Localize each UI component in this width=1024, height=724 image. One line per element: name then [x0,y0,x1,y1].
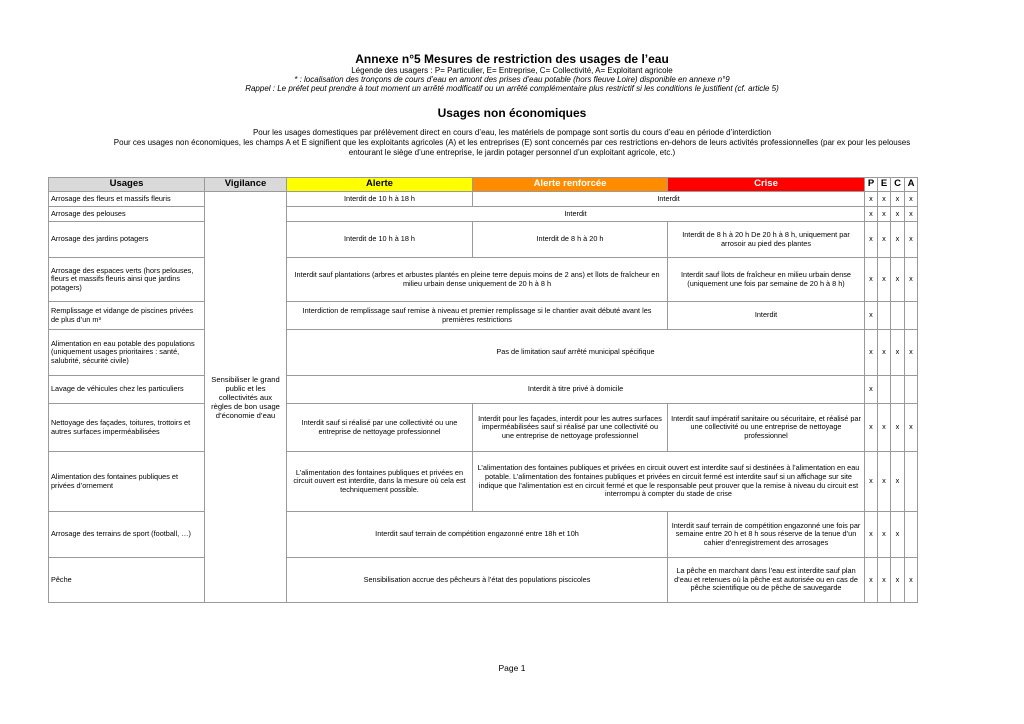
header-c: C [891,178,905,192]
crise-cell: Interdit de 8 h à 20 h De 20 h à 8 h, uniquement par arrosoir au pied des plantes [668,222,865,258]
alerte-renforcee-cell: Interdit sauf plantations (arbres et arbustes plantés en pleine terre depuis moins de 2 ans) et îlots de fraîcheur en milieu urbain dense uniquement de 20 h à 8 h [287,258,668,302]
c-cell: x [891,222,905,258]
p-cell: x [865,452,878,512]
e-cell: x [878,258,891,302]
usage-cell: Remplissage et vidange de piscines privées de plus d’un m³ [49,302,205,330]
c-cell: x [891,192,905,207]
e-cell: x [878,512,891,558]
c-cell: x [891,404,905,452]
table-row [49,512,918,558]
vigilance-cell: Sensibiliser le grand public et les collectivités aux règles de bon usage d’économie d’eau [205,192,287,603]
e-cell [878,302,891,330]
table-row [49,558,918,603]
header-p: P [865,178,878,192]
p-cell: x [865,258,878,302]
a-cell [905,302,918,330]
p-cell: x [865,512,878,558]
intro-text [0,128,1024,158]
all-levels-cell: Pas de limitation sauf arrêté municipal spécifique [287,330,865,376]
renforcee-crise-cell: Interdit [473,192,865,207]
p-cell: x [865,192,878,207]
usage-cell: Alimentation en eau potable des populations (uniquement usages prioritaires : santé, salubrité, sécurité civile) [49,330,205,376]
alerte-cell: Interdit de 10 h à 18 h [287,222,473,258]
crise-cell: Interdit [668,302,865,330]
table-row [49,258,918,302]
alerte-cell: Interdit sauf si réalisé par une collectivité ou une entreprise de nettoyage professionnel [287,404,473,452]
p-cell: x [865,404,878,452]
usage-cell: Arrosage des jardins potagers [49,222,205,258]
alerte-cell: Interdit de 10 h à 18 h [287,192,473,207]
table-row [49,302,918,330]
renforcee-cell: Interdit de 8 h à 20 h [473,222,668,258]
table-header-row [49,178,918,192]
p-cell: x [865,376,878,404]
crise-cell: Interdit sauf impératif sanitaire ou sécuritaire, et réalisé par une collectivité ou une entreprise de nettoyage professionnel [668,404,865,452]
header-e: E [878,178,891,192]
header-crise: Crise [668,178,865,192]
a-cell: x [905,558,918,603]
header-a: A [905,178,918,192]
renforcee-crise-cell: L’alimentation des fontaines publiques et privées en circuit ouvert est interdite sauf si destinées à l’alimentation en eau potable. L’alimentation des fontaines publiques et privées en circuit fermé est interdite sauf si un affichage sur site indique que l’alimentation est en circuit fermé et que le responsable peut prouver que la remise à niveau du circuit est interrompu à compter du stade de crise [473,452,865,512]
p-cell: x [865,302,878,330]
table-row [49,376,918,404]
usage-cell: Alimentation des fontaines publiques et privées d’ornement [49,452,205,512]
a-cell: x [905,258,918,302]
crise-cell: Interdit sauf terrain de compétition engazonné une fois par semaine entre 20 h et 8 h sous réserve de la tenue d’un cahier d’enregistrement des arrosages [668,512,865,558]
e-cell: x [878,558,891,603]
header-usages: Usages [49,178,205,192]
all-levels-cell: Interdit [287,207,865,222]
e-cell: x [878,330,891,376]
e-cell: x [878,404,891,452]
c-cell: x [891,452,905,512]
header-vigilance: Vigilance [205,178,287,192]
header-alerte: Alerte [287,178,473,192]
c-cell: x [891,330,905,376]
usage-cell: Arrosage des fleurs et massifs fleuris [49,192,205,207]
c-cell: x [891,207,905,222]
a-cell: x [905,404,918,452]
c-cell: x [891,512,905,558]
crise-cell: La pêche en marchant dans l’eau est interdite sauf plan d’eau et retenues où la pêche est autorisée ou en cas de pêche scientifique ou de pêche de sauvegarde [668,558,865,603]
e-cell: x [878,452,891,512]
crise-cell: Interdit sauf îlots de fraîcheur en milieu urbain dense (uniquement une fois par semaine de 20 h à 8 h) [668,258,865,302]
usage-cell: Nettoyage des façades, toitures, trottoirs et autres surfaces imperméabilisées [49,404,205,452]
page-number: Page 1 [498,663,526,673]
restrictions-table [48,177,918,603]
alerte-renforcee-cell: Interdiction de remplissage sauf remise à niveau et premier remplissage si le chantier avait débuté avant les premières restrictions [287,302,668,330]
a-cell [905,512,918,558]
c-cell: x [891,258,905,302]
all-levels-cell: Interdit à titre privé à domicile [287,376,865,404]
usage-cell: Lavage de véhicules chez les particuliers [49,376,205,404]
a-cell [905,452,918,512]
intro-line-3: entourant le siège d’une entreprise, le jardin potager personnel d’un exploitant agricole, etc.) [348,148,676,157]
usage-cell: Arrosage des pelouses [49,207,205,222]
intro-line-1: Pour les usages domestiques par prélèvement direct en cours d’eau, les matériels de pompage sont sortis du cours d’eau en période d’interdiction [252,128,772,137]
alerte-renforcee-cell: Sensibilisation accrue des pêcheurs à l’état des populations piscicoles [287,558,668,603]
e-cell: x [878,192,891,207]
table-row [49,452,918,512]
p-cell: x [865,558,878,603]
alerte-cell: L’alimentation des fontaines publiques et privées en circuit ouvert est interdite, dans la mesure où cela est techniquement possible. [287,452,473,512]
p-cell: x [865,207,878,222]
table-row [49,222,918,258]
renforcee-cell: Interdit pour les façades, interdit pour les autres surfaces imperméabilisées sauf si réalisé par une collectivité ou une entreprise de nettoyage professionnel [473,404,668,452]
c-cell: x [891,558,905,603]
c-cell [891,376,905,404]
table-row [49,192,918,207]
c-cell [891,302,905,330]
users-legend: Légende des usagers : P= Particulier, E= Entreprise, C= Collectivité, A= Exploitant agricole [351,66,673,75]
document-title: Annexe n°5 Mesures de restriction des usages de l’eau [355,52,669,66]
section-title: Usages non économiques [437,106,587,120]
prefect-reminder: Rappel : Le préfet peut prendre à tout moment un arrêté modificatif ou un arrêté complémentaire plus restrictif si les conditions le justifient (cf. article 5) [245,84,779,93]
usage-cell: Arrosage des terrains de sport (football, …) [49,512,205,558]
a-cell: x [905,207,918,222]
table-row [49,207,918,222]
table-row [49,330,918,376]
intro-line-2: Pour ces usages non économiques, les champs A et E signifient que les exploitants agricoles (A) et les entreprises (E) sont concernés par ces restrictions en-dehors de leurs activités professionnelles (par ex pour les pelouses [113,138,911,147]
p-cell: x [865,330,878,376]
usage-cell: Arrosage des espaces verts (hors pelouses, fleurs et massifs fleuris ainsi que jardins potagers) [49,258,205,302]
p-cell: x [865,222,878,258]
a-cell: x [905,222,918,258]
a-cell [905,376,918,404]
a-cell: x [905,330,918,376]
table-row [49,404,918,452]
a-cell: x [905,192,918,207]
e-cell [878,376,891,404]
e-cell: x [878,207,891,222]
header-alerte-renforcee: Alerte renforcée [473,178,668,192]
e-cell: x [878,222,891,258]
usage-cell: Pêche [49,558,205,603]
location-note: * : localisation des tronçons de cours d’eau en amont des prises d’eau potable (hors fleuve Loire) disponible en annexe n°9 [294,75,730,84]
alerte-renforcee-cell: Interdit sauf terrain de compétition engazonné entre 18h et 10h [287,512,668,558]
